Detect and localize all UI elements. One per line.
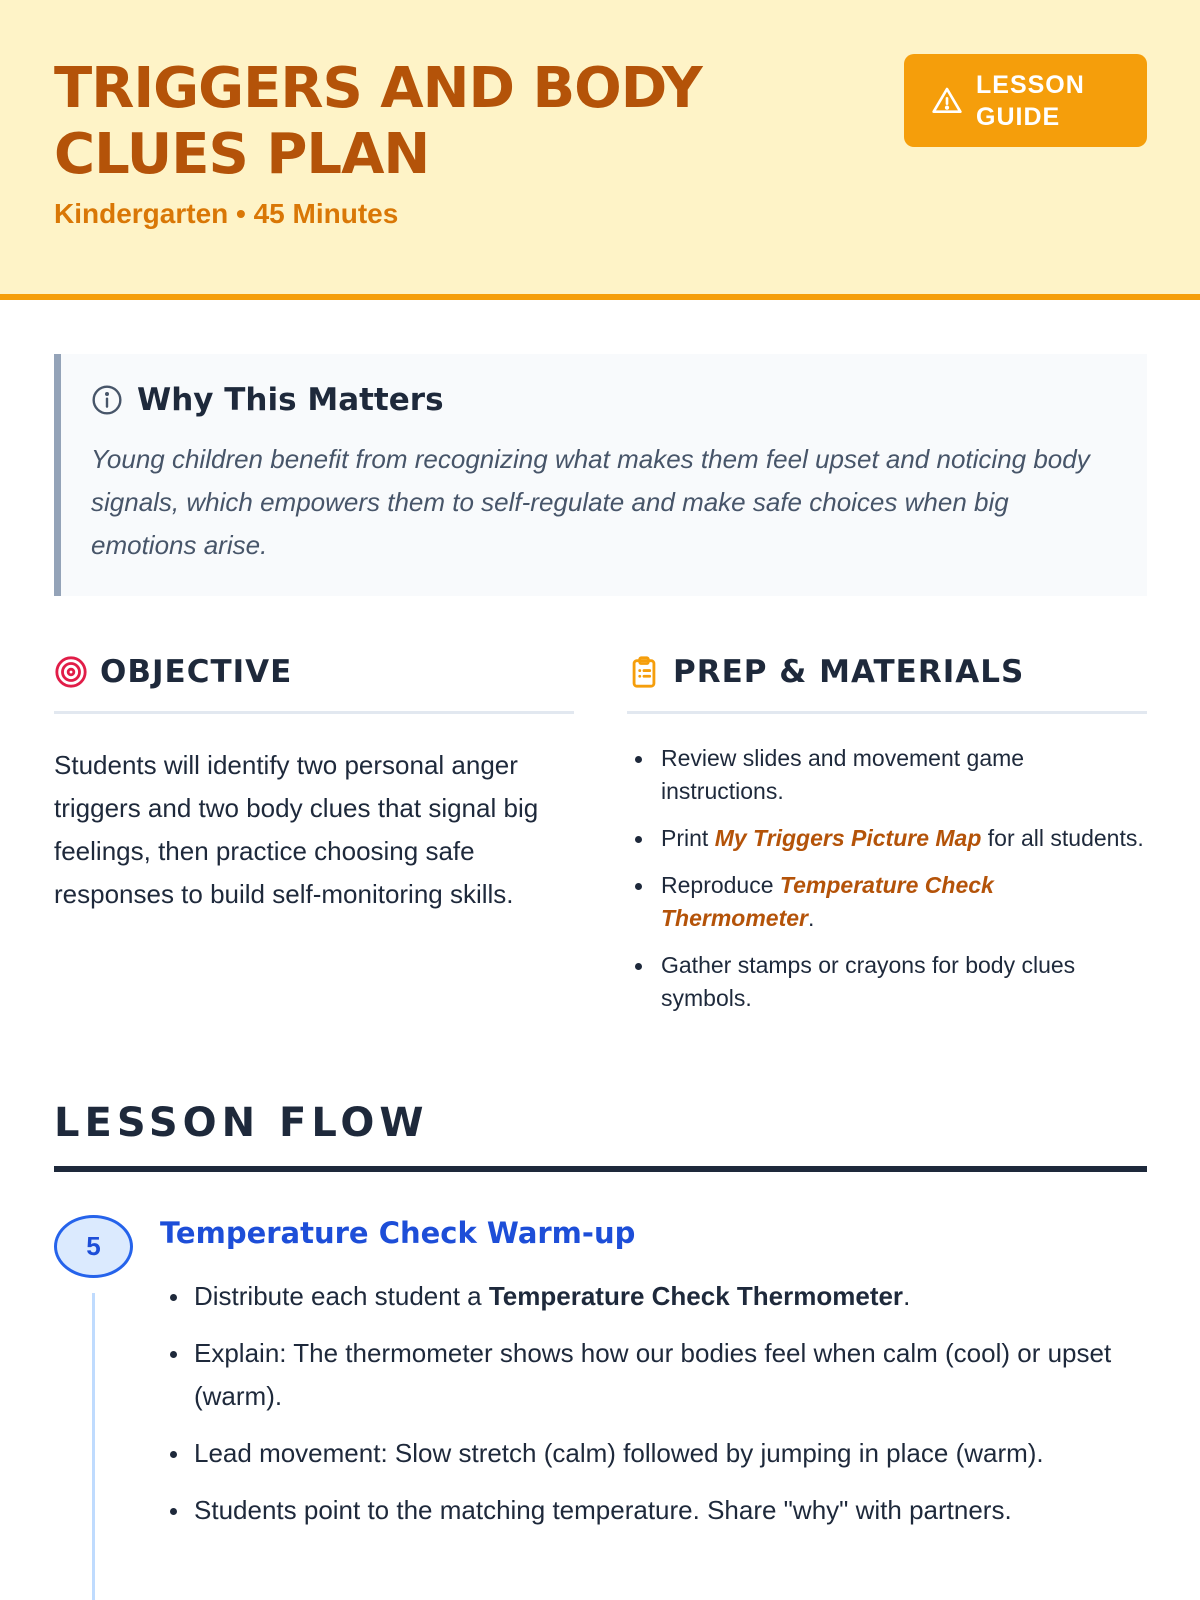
why-title: Why This Matters xyxy=(137,382,444,418)
lesson-header xyxy=(0,0,1200,300)
prep-item-text: . xyxy=(807,905,815,931)
objective-text: Students will identify two personal anger triggers and two body clues that signal big feelings, then practice choosing safe responses to build self-monitoring skills. xyxy=(54,750,539,909)
prep-item-text: Gather stamps or crayons for body clues symbols. xyxy=(661,952,1076,1011)
prep-title: PREP & MATERIALS xyxy=(673,653,1025,690)
objective-section xyxy=(54,650,574,916)
target-icon xyxy=(54,655,88,689)
badge-label xyxy=(976,69,1096,133)
prep-item-text: Review slides and movement game instructions. xyxy=(661,745,1025,804)
prep-item-text: Print xyxy=(661,825,715,851)
list-item xyxy=(160,1489,1150,1532)
step-number-badge: 5 xyxy=(54,1215,133,1278)
list-item xyxy=(160,1332,1150,1418)
badge-label-line1: LESSON xyxy=(976,70,1085,99)
badge-label-line2: GUIDE xyxy=(976,102,1061,131)
page-title: TRIGGERS AND BODY CLUES PLAN xyxy=(54,56,702,187)
clipboard-icon xyxy=(627,655,661,689)
prep-list xyxy=(627,742,1147,1015)
prep-header xyxy=(627,650,1147,714)
list-item xyxy=(627,742,1147,808)
list-item xyxy=(627,869,1147,935)
lesson-flow-title: LESSON FLOW xyxy=(54,1100,429,1146)
step-timeline-line xyxy=(92,1293,95,1600)
lesson-meta: Kindergarten • 45 Minutes xyxy=(54,198,399,229)
prep-item-text: for all students. xyxy=(981,825,1144,851)
objective-header xyxy=(54,650,574,714)
material-title: Temperature Check Thermometer xyxy=(661,872,994,931)
material-title: My Triggers Picture Map xyxy=(714,825,982,851)
list-item xyxy=(627,822,1147,855)
why-this-matters-box xyxy=(54,354,1147,596)
section-divider xyxy=(54,1166,1147,1172)
material-title: Temperature Check Thermometer xyxy=(488,1281,904,1311)
list-item xyxy=(160,1432,1150,1475)
warning-triangle-icon xyxy=(930,84,964,118)
step-item-text: Explain: The thermometer shows how our bodies feel when calm (cool) or upset (warm). xyxy=(194,1338,1112,1411)
info-circle-icon xyxy=(91,384,123,416)
objective-title: OBJECTIVE xyxy=(100,653,293,690)
why-text: Young children benefit from recognizing what makes them feel upset and noticing body signals, which empowers them to self-regulate and make safe choices when big emotions arise. xyxy=(91,444,1090,560)
step-item-text: Distribute each student a xyxy=(194,1281,489,1311)
prep-item-text: Reproduce xyxy=(661,872,780,898)
step-list xyxy=(160,1275,1150,1546)
list-item xyxy=(160,1275,1150,1318)
list-item xyxy=(627,949,1147,1015)
step-item-text: Students point to the matching temperature. Share "why" with partners. xyxy=(194,1495,1012,1525)
why-header xyxy=(91,382,1121,418)
step-item-text: . xyxy=(903,1281,911,1311)
prep-section xyxy=(627,650,1147,1029)
step-title: Temperature Check Warm-up xyxy=(160,1216,636,1250)
step-item-text: Lead movement: Slow stretch (calm) followed by jumping in place (warm). xyxy=(194,1438,1044,1468)
lesson-guide-badge xyxy=(904,54,1147,147)
